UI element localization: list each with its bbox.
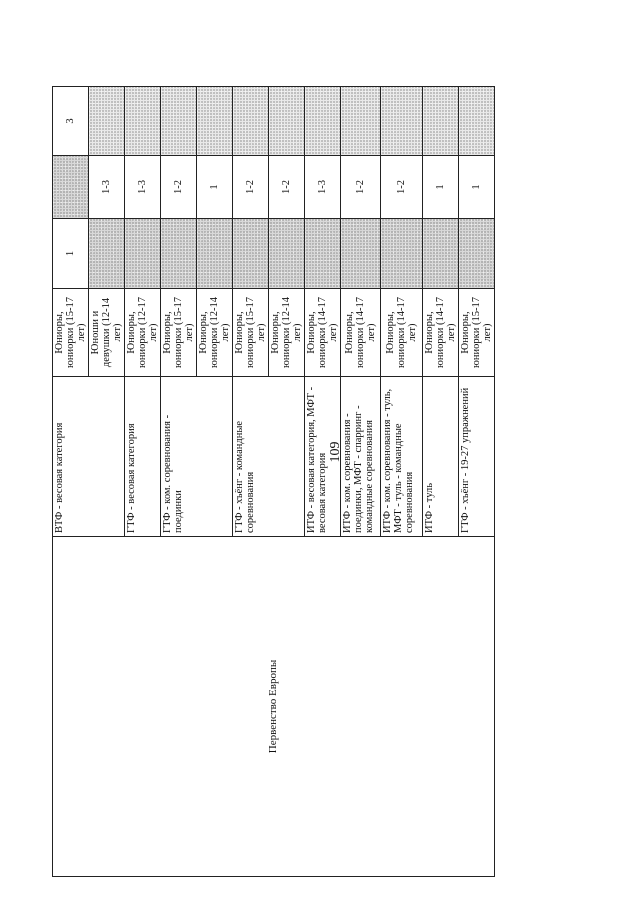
value-cell-c2: 1-2 [233,156,269,219]
value-cell-c1 [341,219,381,289]
value-cell-c3 [161,87,197,156]
value-cell-c2 [53,156,89,219]
results-table-rotated [52,87,493,877]
value-cell-c1 [381,219,423,289]
page-number: 109 [328,441,343,463]
table-frame [52,87,493,877]
age-group-cell: Юниоры, юниорки (14-17 лет) [305,289,341,377]
age-group-cell: Юниоры, юниорки (15-17 лет) [161,289,197,377]
value-cell-c1 [305,219,341,289]
value-cell-c3 [381,87,423,156]
value-cell-c3 [89,87,125,156]
value-cell-c2: 1-3 [125,156,161,219]
value-cell-c3 [269,87,305,156]
discipline-cell: ИТФ - туль [423,377,459,537]
value-cell-c1 [233,219,269,289]
discipline-cell: ИТФ - ком. соревнования - поединки, МФТ - спарринг - командные соревнования [341,377,381,537]
value-cell-c1 [89,219,125,289]
value-cell-c1 [459,219,495,289]
value-cell-c3 [197,87,233,156]
value-cell-c3 [341,87,381,156]
value-cell-c2: 1-3 [305,156,341,219]
age-group-cell: Юноши и девушки (12-14 лет) [89,289,125,377]
value-cell-c3 [305,87,341,156]
competition-cell: Первенство Европы [53,537,495,877]
discipline-cell: ИТФ - весовая категория, МФТ - весовая категория [305,377,341,537]
age-group-cell: Юниоры, юниорки (12-14 лет) [197,289,233,377]
value-cell-c2: 1 [423,156,459,219]
value-cell-c2: 1-2 [341,156,381,219]
table-row [53,87,89,877]
value-cell-c3 [233,87,269,156]
value-cell-c2: 1-3 [89,156,125,219]
value-cell-c1 [269,219,305,289]
age-group-cell: Юниоры, юниорки (12-17 лет) [125,289,161,377]
age-group-cell: Юниоры, юниорки (15-17 лет) [233,289,269,377]
age-group-cell: Юниоры, юниорки (14-17 лет) [341,289,381,377]
discipline-cell: ВТФ - весовая категория [53,377,125,537]
table-body [53,87,495,877]
value-cell-c1 [423,219,459,289]
value-cell-c2: 1 [197,156,233,219]
discipline-cell: ГТФ - хъёнг - командные соревнования [233,377,305,537]
discipline-cell: ГТФ - весовая категория [125,377,161,537]
value-cell-c1: 1 [53,219,89,289]
results-table [52,86,495,877]
value-cell-c3: 3 [53,87,89,156]
value-cell-c2: 1-2 [161,156,197,219]
value-cell-c3 [459,87,495,156]
value-cell-c1 [197,219,233,289]
age-group-cell: Юниоры, юниорки (14-17 лет) [423,289,459,377]
age-group-cell: Юниоры, юниорки (15-17 лет) [53,289,89,377]
age-group-cell: Юниоры, юниорки (15-17 лет) [459,289,495,377]
age-group-cell: Юниоры, юниорки (12-14 лет) [269,289,305,377]
discipline-cell: ГТФ - хъёнг - 19-27 упражнений [459,377,495,537]
age-group-cell: Юниоры, юниорки (14-17 лет) [381,289,423,377]
value-cell-c2: 1 [459,156,495,219]
value-cell-c3 [423,87,459,156]
value-cell-c2: 1-2 [381,156,423,219]
value-cell-c1 [125,219,161,289]
discipline-cell: ГТФ - ком. соревнования - поединки [161,377,233,537]
discipline-cell: ИТФ - ком. соревнования - туль, МФТ - туль - командные соревнования [381,377,423,537]
value-cell-c2: 1-2 [269,156,305,219]
value-cell-c3 [125,87,161,156]
value-cell-c1 [161,219,197,289]
